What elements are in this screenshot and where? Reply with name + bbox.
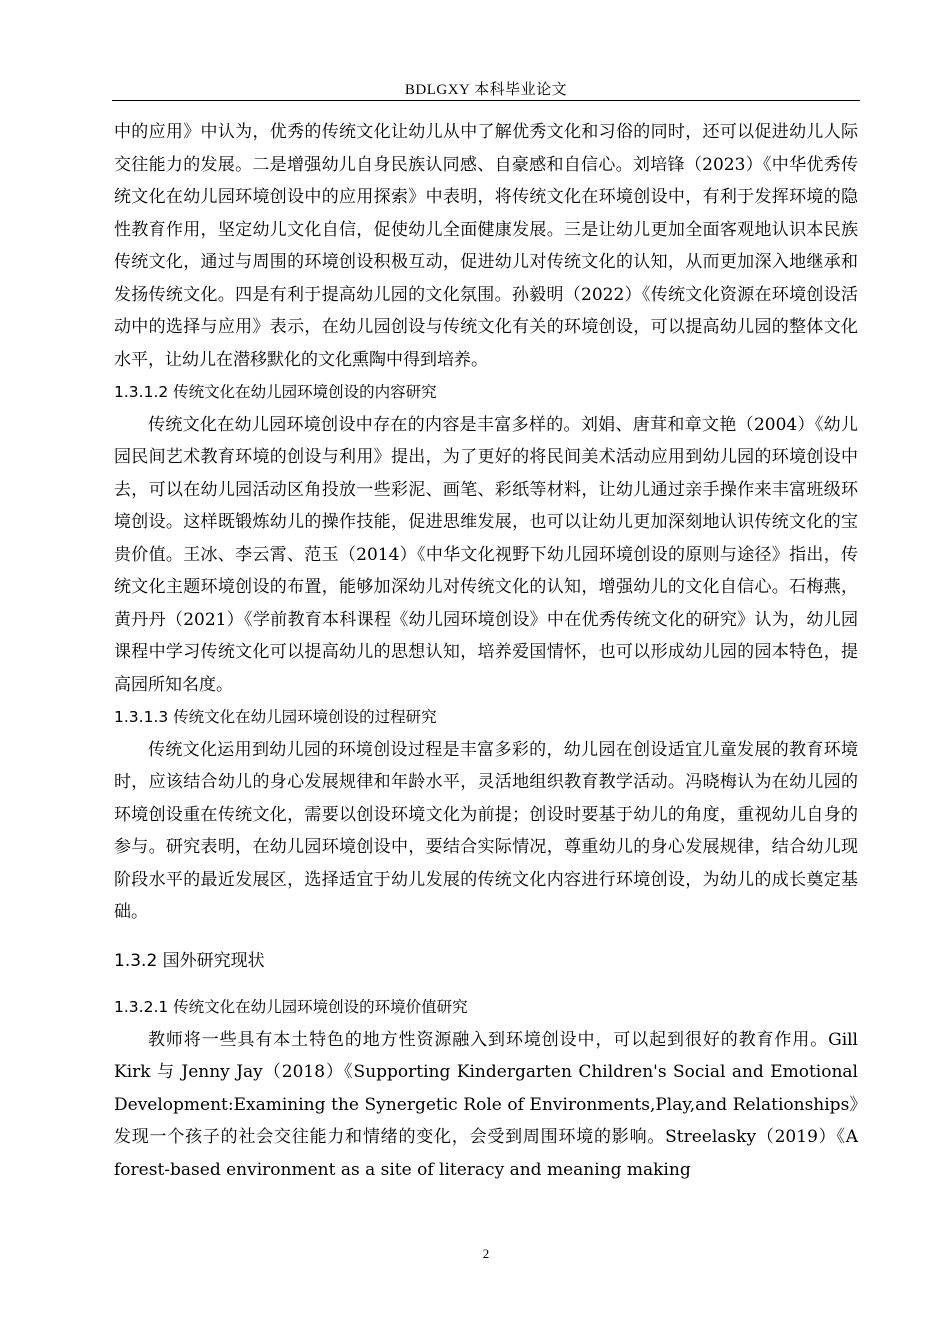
paragraph-environment-value: 教师将一些具有本土特色的地方性资源融入到环境创设中，可以起到很好的教育作用。Gill Kirk 与 Jenny Jay（2018）《Supporting Kindergarten Children's Social and Emotional Development:Examining the Synergetic Role of Environments,Play,and Relationships》发现一个孩子的社会交往能力和情绪的变化，会受到周围环境的影响。Streelasky（2019）《A forest-based environment as a site of literacy and meaning making [114,1029,858,1180]
section-heading-1-3-1-2: 1.3.1.2 传统文化在幼儿园环境创设的内容研究 [114,383,437,401]
header-divider [112,100,860,101]
paragraph-continuation: 中的应用》中认为，优秀的传统文化让幼儿从中了解优秀文化和习俗的同时，还可以促进幼儿人际交往能力的发展。二是增强幼儿自身民族认同感、自豪感和自信心。刘培锋（2023）《中华优秀传统文化在幼儿园环境创设中的应用探索》中表明，将传统文化在环境创设中，有利于发挥环境的隐性教育作用，坚定幼儿文化自信，促使幼儿全面健康发展。三是让幼儿更加全面客观地认识本民族传统文化，通过与周围的环境创设积极互动，促进幼儿对传统文化的认知，从而更加深入地继承和发扬传统文化。四是有利于提高幼儿园的文化氛围。孙毅明（2022）《传统文化资源在环境创设活动中的选择与应用》表示，在幼儿园创设与传统文化有关的环境创设，可以提高幼儿园的整体文化水平，让幼儿在潜移默化的文化熏陶中得到培养。 [114,122,858,370]
page-number: 2 [482,1246,490,1261]
section-heading-1-3-2: 1.3.2 国外研究现状 [114,950,265,971]
section-heading-1-3-1-3: 1.3.1.3 传统文化在幼儿园环境创设的过程研究 [114,708,437,726]
paragraph-content-research: 传统文化在幼儿园环境创设中存在的内容是丰富多样的。刘娟、唐茸和章文艳（2004）《幼儿园民间艺术教育环境的创设与利用》提出，为了更好的将民间美术活动应用到幼儿园的环境创设中去，可以在幼儿园活动区角投放一些彩泥、画笔、彩纸等材料，让幼儿通过亲手操作来丰富班级环境创设。这样既锻炼幼儿的操作技能，促进思维发展，也可以让幼儿更加深刻地认识传统文化的宝贵价值。王冰、李云霄、范玉（2014）《中华文化视野下幼儿园环境创设的原则与途径》指出，传统文化主题环境创设的布置，能够加深幼儿对传统文化的认知，增强幼儿的文化自信心。石梅燕，黄丹丹（2021）《学前教育本科课程《幼儿园环境创设》中在优秀传统文化的研究》认为，幼儿园课程中学习传统文化可以提高幼儿的思想认知，培养爱国情怀，也可以形成幼儿园的园本特色，提高园所知名度。 [114,414,858,695]
body-text [114,116,858,1186]
running-header: BDLGXY 本科毕业论文 [404,82,568,98]
section-heading-1-3-2-1: 1.3.2.1 传统文化在幼儿园环境创设的环境价值研究 [114,998,468,1016]
paragraph-process-research: 传统文化运用到幼儿园的环境创设过程是丰富多彩的，幼儿园在创设适宜儿童发展的教育环境时，应该结合幼儿的身心发展规律和年龄水平，灵活地组织教育教学活动。冯晓梅认为在幼儿园的环境创设重在传统文化，需要以创设环境文化为前提；创设时要基于幼儿的角度，重视幼儿自身的参与。研究表明，在幼儿园环境创设中，要结合实际情况，尊重幼儿的身心发展规律，结合幼儿现阶段水平的最近发展区，选择适宜于幼儿发展的传统文化内容进行环境创设，为幼儿的成长奠定基础。 [114,739,858,922]
